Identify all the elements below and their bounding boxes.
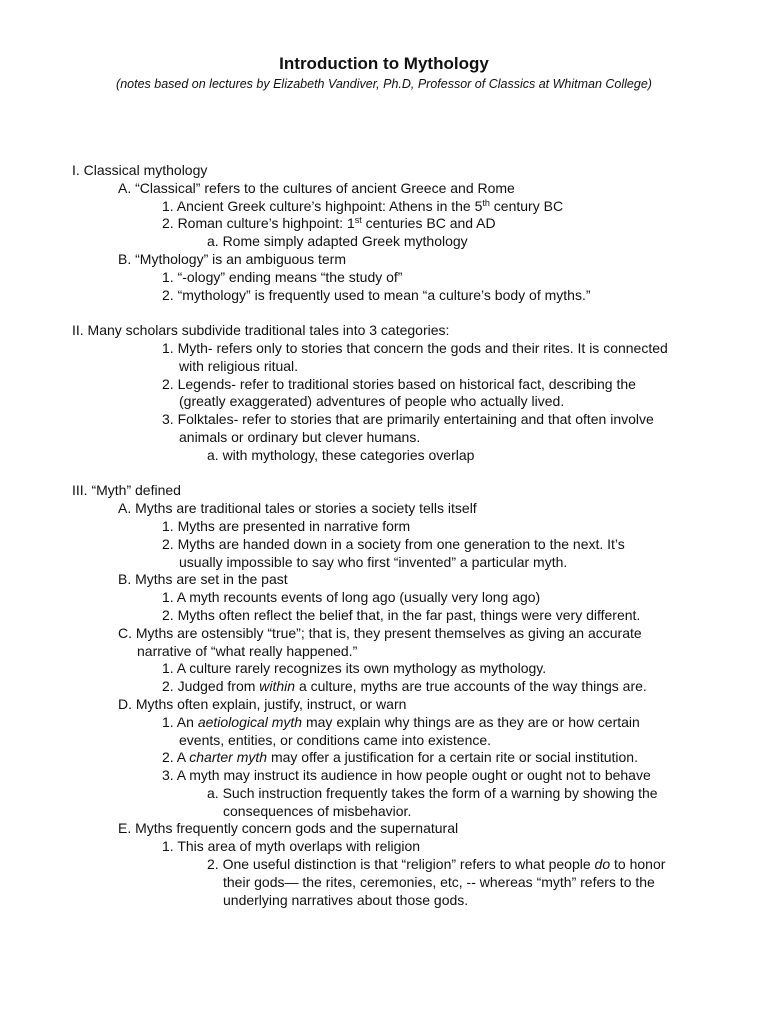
spacer <box>72 304 722 322</box>
page-title: Introduction to Mythology <box>279 54 489 73</box>
emphasis-text: within <box>259 678 296 695</box>
outline-item: a. Rome simply adapted Greek mythology <box>207 233 468 250</box>
outline-item-continued: narrative of “what really happened.” <box>137 642 358 659</box>
outline-item-continued: (greatly exaggerated) adventures of people who actually lived. <box>179 393 565 410</box>
outline-item: 1. A culture rarely recognizes its own mythology as mythology. <box>162 660 547 677</box>
outline-item-continued: their gods— the rites, ceremonies, etc, -- whereas “myth” refers to the <box>223 873 655 890</box>
outline-item: D. Myths often explain, justify, instruct, or warn <box>118 695 407 712</box>
outline-item: 1. This area of myth overlaps with religion <box>162 838 421 855</box>
outline-item: 2. “mythology” is frequently used to mean “a culture’s body of myths.” <box>162 286 591 303</box>
outline-text: may offer a justification for a certain rite or social institution. <box>267 749 638 766</box>
outline-item-continued: animals or ordinary but clever humans. <box>179 428 421 445</box>
spacer <box>72 465 722 483</box>
outline-item-continued: usually impossible to say who first “invented” a particular myth. <box>179 553 568 570</box>
outline-item: 3. Folktales- refer to stories that are primarily entertaining and that often involve <box>162 411 654 428</box>
outline-item: 2. Myths often reflect the belief that, in the far past, things were very different. <box>162 606 641 623</box>
outline-item: 1. A myth recounts events of long ago (usually very long ago) <box>162 589 541 606</box>
outline-item: 1. Myth- refers only to stories that concern the gods and their rites. It is connected <box>162 339 668 356</box>
outline-text: a culture, myths are true accounts of the way things are. <box>295 678 647 695</box>
outline-item <box>72 678 722 696</box>
outline-item: B. “Mythology” is an ambiguous term <box>118 250 346 267</box>
outline-text: to honor <box>610 856 666 873</box>
section-heading: II. Many scholars subdivide traditional tales into 3 categories: <box>72 322 450 339</box>
superscript: th <box>482 197 490 208</box>
outline-item: 3. A myth may instruct its audience in how people ought or ought not to behave <box>162 767 651 784</box>
outline-text: 2. One useful distinction is that “religion” refers to what people <box>207 856 595 873</box>
page-subtitle: (notes based on lectures by Elizabeth Vandiver, Ph.D, Professor of Classics at Whitman College) <box>116 77 652 91</box>
outline-item: a. Such instruction frequently takes the form of a warning by showing the <box>207 784 658 801</box>
superscript: st <box>354 215 362 226</box>
outline-item <box>72 215 722 233</box>
emphasis-text: aetiological myth <box>197 713 303 730</box>
outline-item <box>72 856 722 874</box>
outline-text: may explain why things are as they are or how certain <box>302 713 640 730</box>
outline-item: 2. Legends- refer to traditional stories based on historical fact, describing the <box>162 375 636 392</box>
outline-item: A. Myths are traditional tales or stories a society tells itself <box>118 500 477 517</box>
outline-text: 1. An <box>162 713 198 730</box>
outline-item: 1. Myths are presented in narrative form <box>162 517 411 534</box>
outline-item: A. “Classical” refers to the cultures of ancient Greece and Rome <box>118 179 515 196</box>
outline-body <box>72 162 722 909</box>
outline-item-continued: with religious ritual. <box>179 357 299 374</box>
section-heading: I. Classical mythology <box>72 162 208 178</box>
outline-text: 2. Judged from <box>162 678 260 695</box>
outline-item-continued: consequences of misbehavior. <box>223 802 412 819</box>
outline-item <box>72 198 722 216</box>
outline-text: 2. Roman culture’s highpoint: 1 <box>162 215 355 232</box>
outline-text: 1. Ancient Greek culture’s highpoint: Athens in the 5 <box>162 197 483 214</box>
outline-text: centuries BC and AD <box>361 215 496 232</box>
outline-item: C. Myths are ostensibly “true”; that is, they present themselves as giving an accurate <box>118 624 642 641</box>
emphasis-text: charter myth <box>189 749 268 766</box>
outline-item <box>72 714 722 732</box>
outline-item-continued: events, entities, or conditions came into existence. <box>179 731 492 748</box>
outline-item-continued: underlying narratives about those gods. <box>223 891 469 908</box>
outline-item: 1. “-ology” ending means “the study of” <box>162 268 403 285</box>
outline-item: a. with mythology, these categories overlap <box>207 446 475 463</box>
outline-item: E. Myths frequently concern gods and the supernatural <box>118 820 459 837</box>
outline-item <box>72 749 722 767</box>
outline-text: 2. A <box>162 749 190 766</box>
outline-item: 2. Myths are handed down in a society from one generation to the next. It’s <box>162 535 625 552</box>
outline-item: B. Myths are set in the past <box>118 571 288 588</box>
section-heading: III. “Myth” defined <box>72 482 181 499</box>
emphasis-text: do <box>594 856 611 873</box>
outline-text: century BC <box>489 197 564 214</box>
